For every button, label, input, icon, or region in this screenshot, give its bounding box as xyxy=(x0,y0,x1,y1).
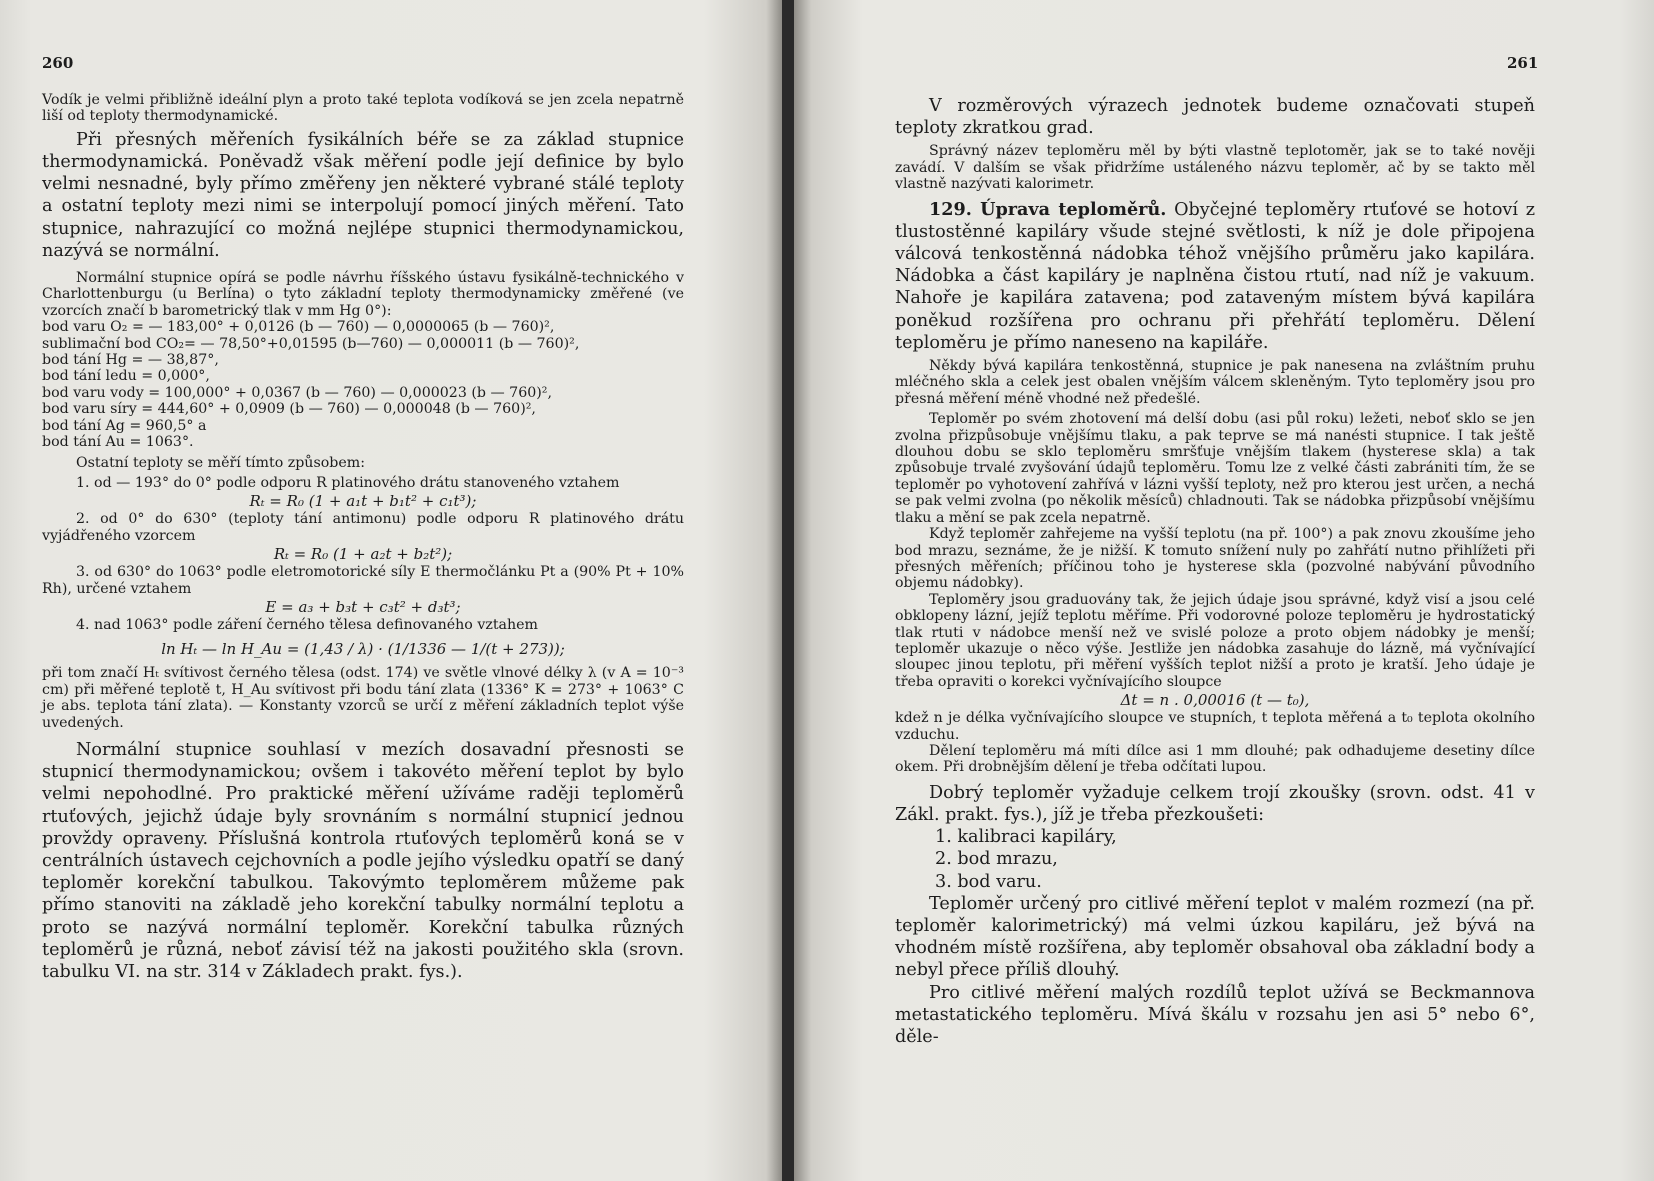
paragraph xyxy=(895,199,1535,354)
paragraph: kdež n je délka vyčnívajícího sloupce ve stupních, t teplota měřená a t₀ teplota okolního vzduchu. xyxy=(895,710,1535,743)
right-text-column xyxy=(895,95,1535,1048)
method-item: 1. od — 193° do 0° podle odporu R platinového drátu stanoveného vztahem xyxy=(76,474,620,491)
list-item: 2. bod mrazu, xyxy=(935,849,1058,870)
method-item: 4. nad 1063° podle záření černého tělesa definovaného vztahem xyxy=(76,616,538,633)
paragraph: Někdy bývá kapilára tenkostěnná, stupnice je pak nanesena na zvláštním pruhu mléčného skla a celek jest obalen vnějším válcem skleněným. Tyto teploměry jsou pro přesná měření méně vhodné než předešlé. xyxy=(895,358,1535,407)
fixed-point: bod varu O₂ = — 183,00° + 0,0126 (b — 760) — 0,0000065 (b — 760)², xyxy=(42,319,555,336)
paragraph: V rozměrových výrazech jednotek budeme označovati stupeň teploty zkratkou grad. xyxy=(895,96,1535,139)
paragraph: Teploměry jsou graduovány tak, že jejich údaje jsou správné, když visí a jsou celé obklopeny lázní, jejíž teplotu měříme. Při vodorovné poloze teploměru je hydrostatický tlak rtuti v nádobce menší než ve svislé poloze a proto objem nádobky je menší; teploměr ukazuje o něco výše. Jestliže jen nádobka zasahuje do lázně, má vyčnívající sloupec jinou teplotu, při měření vyšších teplot nižší a proto je kratší. Jeho údaje je třeba opraviti o korekci vyčnívajícího sloupce xyxy=(895,591,1535,690)
paragraph: Vodík je velmi přibližně ideální plyn a proto také teplota vodíková se jen zcela nepatrně liší od teploty thermodynamické. xyxy=(42,92,684,125)
equation: Rₜ = R₀ (1 + a₁t + b₁t² + c₁t³); xyxy=(249,492,477,511)
method-item: 2. od 0° do 630° (teploty tání antimonu) podle odporu R platinového drátu vyjádřeného vzorcem xyxy=(42,511,684,544)
paragraph: při tom značí Hₜ svítivost černého tělesa (odst. 174) ve světle vlnové délky λ (v A = 10⁻³ cm) při měřené teplotě t, H_Au svítivost při bodu tání zlata (1336° K = 273° + 1063° C je abs. teplota tání zlata). — Konstanty vzorců se určí z měření základních teplot výše uvedených. xyxy=(42,665,684,731)
paragraph: Dělení teploměru má míti dílce asi 1 mm dlouhé; pak odhadujeme desetiny dílce okem. Při drobnějším dělení je třeba odčítati lupou. xyxy=(895,742,1535,776)
left-page xyxy=(0,0,782,1181)
equation: ln Hₜ — ln H_Au = (1,43 / λ) · (1/1336 — 1/(t + 273)); xyxy=(161,640,565,659)
list-item: 1. kalibraci kapiláry, xyxy=(935,827,1117,848)
section-title: 129. Úprava teploměrů. xyxy=(929,198,1167,220)
right-page xyxy=(794,0,1654,1181)
fixed-point: bod varu síry = 444,60° + 0,0909 (b — 760) — 0,000048 (b — 760)², xyxy=(42,401,536,418)
fixed-point: bod tání Au = 1063°. xyxy=(42,434,194,451)
equation: Rₜ = R₀ (1 + a₂t + b₂t²); xyxy=(273,545,453,564)
paragraph: Ostatní teploty se měří tímto způsobem: xyxy=(76,454,365,471)
fixed-point: bod tání Ag = 960,5° a xyxy=(42,417,207,434)
paragraph: Pro citlivé měření malých rozdílů teplot užívá se Beckmannova metastatického teploměru. Mívá škálu v rozsahu jen asi 5° nebo 6°, děle- xyxy=(895,982,1535,1048)
test-list xyxy=(895,826,1535,893)
fixed-points-list xyxy=(42,319,684,450)
fixed-point: bod tání Hg = — 38,87°, xyxy=(42,352,219,369)
equation: Δt = n . 0,00016 (t — t₀), xyxy=(1120,691,1310,710)
paragraph: Dobrý teploměr vyžaduje celkem trojí zkoušky (srovn. odst. 41 v Zákl. prakt. fys.), jíž je třeba přezkoušeti: xyxy=(895,782,1535,825)
paragraph: Normální stupnice opírá se podle návrhu říšského ústavu fysikálně-technického v Charlottenburgu (u Berlína) o tyto základní teploty thermodynamicky změřené (ve vzorcích značí b barometrický tlak v mm Hg 0°): xyxy=(42,270,684,319)
book-gutter xyxy=(782,0,794,1181)
fixed-point: sublimační bod CO₂= — 78,50°+0,01595 (b—760) — 0,000011 (b — 760)², xyxy=(42,335,580,352)
paragraph: Normální stupnice souhlasí v mezích dosavadní přesnosti se stupnicí thermodynamickou; ovšem i takovéto měření teplot by bylo velmi nepohodlné. Pro praktické měření užíváme raději teploměrů rtuťových, jejichž údaje byly srovnáním s normální stupnicí jednou provždy opraveny. Příslušná kontrola rtuťových teploměrů koná se v centrálních ústavech cejchovních a podle jejího výsledku opatří se daný teploměr korekční tabulkou. Takovýmto teploměrem můžeme pak přímo stanoviti na základě jeho korekční tabulky normální teplotu a proto se nazývá normální teploměr. Korekční tabulka různých teploměrů je různá, neboť závisí též na jakosti použitého skla (srovn. tabulku VI. na str. 314 v Základech prakt. fys.). xyxy=(42,739,684,982)
method-item: 3. od 630° do 1063° podle eletromotorické síly E thermočlánku Pt a (90% Pt + 10% Rh), určené vztahem xyxy=(42,564,684,597)
equation: E = a₃ + b₃t + c₃t² + d₃t³; xyxy=(265,597,461,616)
fixed-point: bod tání ledu = 0,000°, xyxy=(42,368,210,385)
paragraph: Při přesných měřeních fysikálních béře se za základ stupnice thermodynamická. Poněvadž však měření podle její definice by bylo velmi nesnadné, byly přímo změřeny jen některé vybrané stálé teploty a ostatní teploty mezi nimi se interpolují pomocí jiných měření. Tato stupnice, nahrazující co možná nejlépe stupnici thermodynamickou, nazývá se normální. xyxy=(42,129,684,261)
fixed-point: bod varu vody = 100,000° + 0,0367 (b — 760) — 0,000023 (b — 760)², xyxy=(42,384,552,401)
left-text-column xyxy=(42,92,684,983)
page-number: 261 xyxy=(1507,54,1539,72)
paragraph: Teploměr určený pro citlivé měření teplot v malém rozmezí (na př. teploměr kalorimetrický) má velmi úzkou kapiláru, jež bývá na vhodném místě rozšířena, aby teploměr obsahoval oba základní body a nebyl přece příliš dlouhý. xyxy=(895,893,1535,981)
paragraph: Teploměr po svém zhotovení má delší dobu (asi půl roku) ležeti, neboť sklo se jen zvolna přizpůsobuje vnějšímu tlaku, a pak teprve se má nanésti stupnice. I tak ještě dlouhou dobu se sklo teploměru smršťuje vnějším tlakem (hysterese skla) a tak způsobuje trvalé zvyšování údajů teploměru. Tomu lze z velké části zabrániti tím, že se teploměr po vyhotovení zahřívá v lázni vyšší teploty, než pro kterou jest určen, a nechá se pak velmi zvolna (po několik měsíců) chladnouti. Tak se nádobka přizpůsobí vnějšímu tlaku a mění se pak zcela nepatrně. xyxy=(895,411,1535,526)
page-number: 260 xyxy=(42,54,74,72)
paragraph: Když teploměr zahřejeme na vyšší teplotu (na př. 100°) a pak znovu zkoušíme jeho bod mrazu, seznáme, že je nižší. K tomuto snížení nuly po zahřátí nutno přihlížeti při přesných měřeních; příčinou toho je hysterese skla (pozvolné nabývání původního objemu nádobky). xyxy=(895,526,1535,592)
list-item: 3. bod varu. xyxy=(935,871,1042,892)
paragraph: Správný název teploměru měl by býti vlastně teplotoměr, jak se to také nověji zavádí. V dalším se však přidržíme ustáleného názvu teploměr, ač by se takto měl vlastně nazývati kalorimetr. xyxy=(895,143,1535,193)
section-text: Obyčejné teploměry rtuťové se hotoví z tlustostěnné kapiláry všude stejné světlosti, k níž je dole připojena válcová tenkostěnná nádobka téhož vnějšího průměru jako kapilára. Nádobka a část kapiláry je naplněna čistou rtutí, nad níž je vakuum. Nahoře je kapilára zatavena; pod zataveným místem bývá kapilára poněkud rozšířena pro ochranu při přehřátí teploměru. Dělení teploměru je přímo naneseno na kapiláře. xyxy=(895,199,1536,353)
